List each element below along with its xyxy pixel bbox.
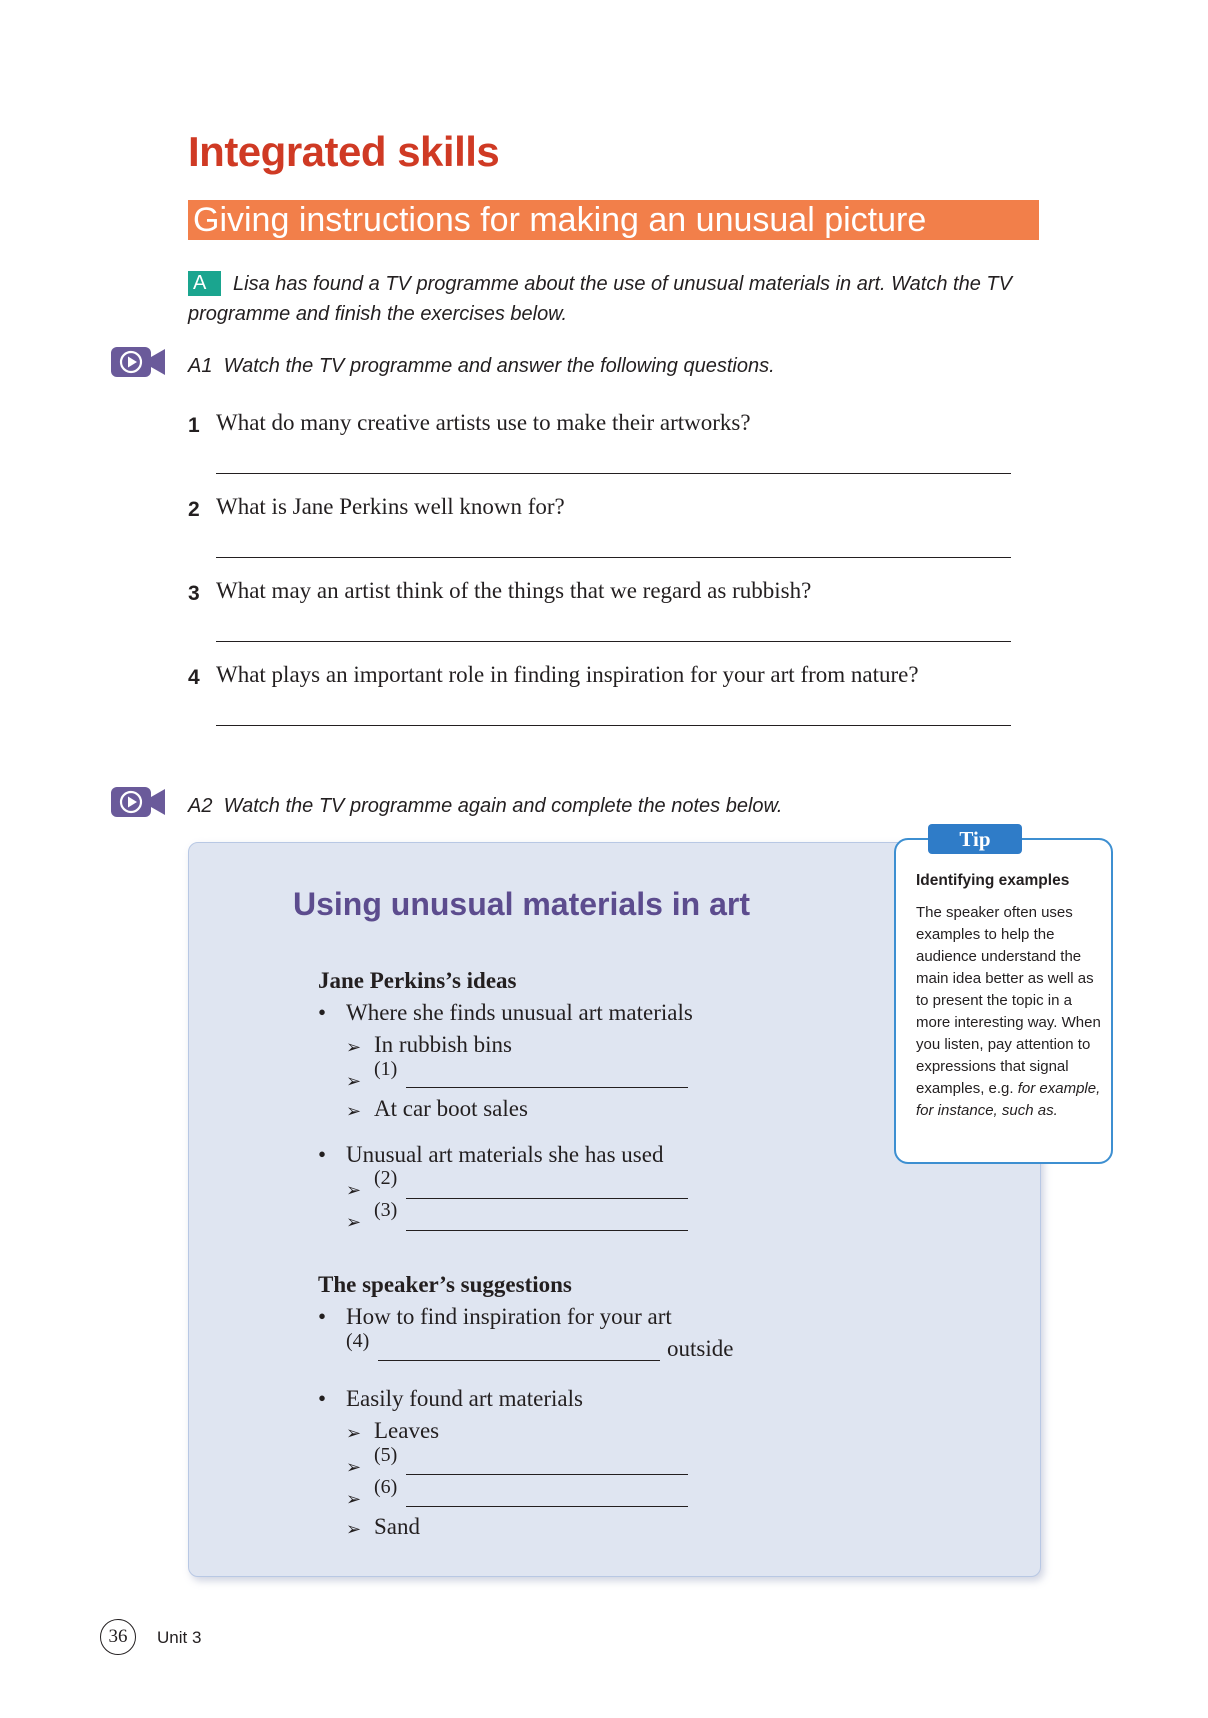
task-a1-text: Watch the TV programme and answer the following questions. <box>223 355 775 377</box>
answer-line[interactable] <box>216 473 1011 474</box>
blank-number: (6) <box>374 1476 398 1498</box>
notes-bullet: Where she finds unusual art materials <box>346 1000 693 1025</box>
arrow-icon: ➢ <box>346 1423 362 1443</box>
notes-heading: Jane Perkins’s ideas <box>318 968 517 993</box>
arrow-icon: ➢ <box>346 1519 362 1539</box>
notes-text: outside <box>667 1336 734 1361</box>
bullet-dot: • <box>318 1304 327 1329</box>
answer-line[interactable] <box>216 557 1011 558</box>
notes-item: Sand <box>374 1514 420 1539</box>
task-a1-label: A1 <box>188 355 213 377</box>
fill-blank-2[interactable] <box>406 1198 688 1199</box>
bullet-dot: • <box>318 1386 327 1411</box>
blank-number: (2) <box>374 1167 398 1189</box>
task-a2-label: A2 <box>188 795 213 817</box>
notes-item: In rubbish bins <box>374 1032 512 1057</box>
blank-number: (5) <box>374 1444 398 1466</box>
fill-blank-1[interactable] <box>406 1087 688 1088</box>
notes-title: Using unusual materials in art <box>293 886 750 922</box>
lesson-banner <box>188 200 1039 240</box>
question-number: 1 <box>188 414 200 437</box>
blank-number: (4) <box>346 1330 370 1352</box>
section-intro: Lisa has found a TV programme about the use of unusual materials in art. Watch the TV programme and finish the exercises below. <box>188 273 1012 325</box>
arrow-icon: ➢ <box>346 1101 362 1121</box>
task-a2-text: Watch the TV programme again and complete the notes below. <box>223 795 783 817</box>
fill-blank-3[interactable] <box>406 1230 688 1231</box>
lesson-title: Giving instructions for making an unusual picture <box>193 201 927 239</box>
page-number: 36 <box>100 1619 136 1655</box>
bullet-dot: • <box>318 1000 327 1025</box>
fill-blank-5[interactable] <box>406 1474 688 1475</box>
bullet-dot: • <box>318 1142 327 1167</box>
question-text: What is Jane Perkins well known for? <box>216 494 565 519</box>
arrow-icon: ➢ <box>346 1212 362 1232</box>
question-text: What plays an important role in finding inspiration for your art from nature? <box>216 662 919 687</box>
arrow-icon: ➢ <box>346 1180 362 1200</box>
notes-item: At car boot sales <box>374 1096 528 1121</box>
video-camera-icon[interactable] <box>110 785 166 824</box>
fill-blank-6[interactable] <box>406 1506 688 1507</box>
question-number: 2 <box>188 498 200 521</box>
question-number: 3 <box>188 582 200 605</box>
notes-bullet: Unusual art materials she has used <box>346 1142 664 1167</box>
tip-body <box>916 902 1101 1122</box>
question-number: 4 <box>188 666 200 689</box>
notes-item: Leaves <box>374 1418 440 1443</box>
notes-heading: The speaker’s suggestions <box>318 1272 572 1297</box>
unit-label: Unit 3 <box>157 1628 202 1647</box>
video-camera-icon[interactable] <box>110 345 166 384</box>
arrow-icon: ➢ <box>346 1489 362 1509</box>
question-text: What may an artist think of the things that we regard as rubbish? <box>216 578 812 603</box>
answer-line[interactable] <box>216 641 1011 642</box>
arrow-icon: ➢ <box>346 1071 362 1091</box>
blank-number: (3) <box>374 1199 398 1221</box>
fill-blank-4[interactable] <box>378 1360 660 1361</box>
answer-line[interactable] <box>216 725 1011 726</box>
arrow-icon: ➢ <box>346 1457 362 1477</box>
arrow-icon: ➢ <box>346 1037 362 1057</box>
task-a1-instruction <box>188 355 775 378</box>
question-text: What do many creative artists use to make their artworks? <box>216 410 751 435</box>
section-badge: A <box>188 271 221 296</box>
tip-tab: Tip <box>928 824 1022 854</box>
notes-bullet: How to find inspiration for your art <box>346 1304 672 1329</box>
task-a2-instruction <box>188 795 782 818</box>
blank-number: (1) <box>374 1058 398 1080</box>
tip-body-text: The speaker often uses examples to help the audience understand the main idea better as well as to present the topic in a more interesting way. When you listen, pay attention to expressions that signal examples, e.g. <box>916 904 1101 1097</box>
notes-bullet: Easily found art materials <box>346 1386 583 1411</box>
tip-heading: Identifying examples <box>916 872 1070 889</box>
tip-examples: for example, for instance, such as. <box>916 1080 1101 1119</box>
unit-title: Integrated skills <box>188 128 500 175</box>
